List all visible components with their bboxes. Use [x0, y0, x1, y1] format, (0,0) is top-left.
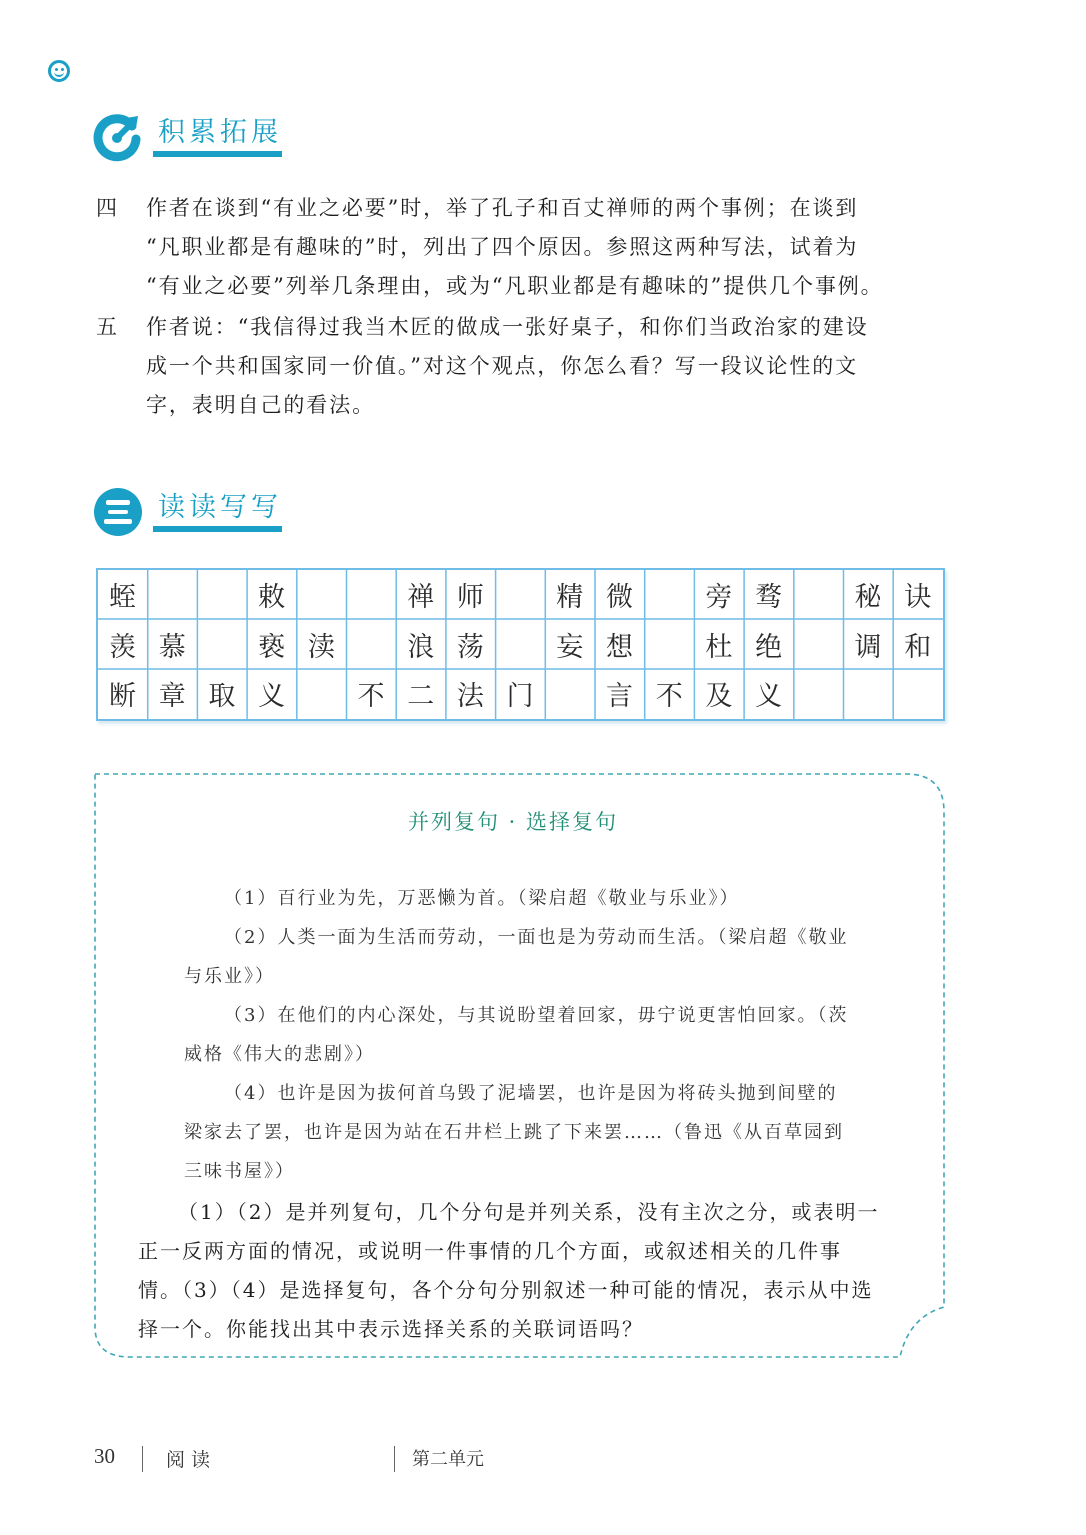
grid-character: 想 [606, 631, 633, 663]
example-line: 与乐业》） [184, 966, 275, 987]
smiley-icon [48, 60, 70, 82]
grid-character: 妄 [556, 631, 584, 663]
grid-character: 秘 [854, 582, 882, 613]
example-line: （2）人类一面为生活而劳动，一面也是为劳动而生活。（梁启超《敬业 [224, 927, 849, 948]
example-line: 三味书屋》） [184, 1161, 295, 1182]
explanation-line: 情。（3）（4）是选择复句，各个分句分别叙述一种可能的情况，表示从中选 [138, 1278, 874, 1302]
word-grid [96, 568, 945, 721]
question-text: “凡职业都是有趣味的”时，列出了四个原因。参照这两种写法，试着为 [146, 235, 859, 259]
grid-character: 禅 [407, 582, 435, 613]
grid-character: 义 [755, 681, 783, 713]
grid-character: 羡 [109, 631, 136, 663]
grid-character: 门 [506, 681, 534, 713]
question-text: “有业之必要”列举几条理由，或为“凡职业都是有趣味的”提供几个事例。 [146, 274, 884, 298]
section-title-accumulate: 积累拓展 [158, 117, 282, 148]
grid-character: 取 [208, 681, 236, 713]
grid-character: 师 [456, 582, 484, 613]
grid-character: 旁 [705, 582, 733, 613]
grid-character: 言 [606, 681, 633, 713]
grid-character: 渎 [307, 631, 335, 663]
section-underline [153, 526, 282, 532]
example-line: 梁家去了罢，也许是因为站在石井栏上跳了下来罢……（鲁迅《从百草园到 [184, 1122, 844, 1143]
footer-divider [394, 1446, 395, 1472]
question-text: 作者说：“我信得过我当木匠的做成一张好桌子，和你们当政治家的建设 [146, 315, 869, 339]
question-number: 四 [96, 196, 117, 220]
grid-character: 精 [556, 582, 584, 613]
page-number: 30 [94, 1444, 115, 1468]
grid-character: 及 [705, 681, 733, 713]
grid-character: 法 [456, 681, 484, 713]
question-number: 五 [96, 315, 117, 339]
grid-character: 亵 [258, 631, 286, 663]
grid-character: 断 [109, 681, 136, 713]
example-line: （1）百行业为先，万恶懒为首。（梁启超《敬业与乐业》） [224, 888, 740, 909]
grid-character: 荡 [456, 631, 484, 663]
tip-title: 并列复句 · 选择复句 [408, 810, 619, 834]
example-line: （4）也许是因为拔何首乌毁了泥墙罢，也许是因为将砖头抛到间壁的 [224, 1083, 838, 1104]
explanation-line: 正一反两方面的情况，或说明一件事情的几个方面，或叙述相关的几件事 [138, 1239, 842, 1263]
accumulate-icon [92, 112, 142, 162]
grid-character: 杜 [705, 631, 733, 663]
grid-character: 章 [158, 681, 186, 713]
explanation-line: （1）（2）是并列复句，几个分句是并列关系，没有主次之分，或表明一 [178, 1200, 880, 1224]
grid-character: 调 [854, 631, 882, 663]
question-text: 字，表明自己的看法。 [146, 393, 375, 417]
grid-character: 骛 [755, 582, 783, 613]
grid-character: 和 [904, 631, 932, 663]
footer-unit: 第二单元 [412, 1449, 484, 1470]
section-underline [153, 151, 282, 157]
grid-character: 义 [258, 681, 286, 713]
grid-character: 不 [655, 681, 683, 713]
footer-divider [142, 1446, 143, 1472]
question-text: 作者在谈到“有业之必要”时，举了孔子和百丈禅师的两个事例；在谈到 [146, 196, 859, 220]
question-text: 成一个共和国家同一价值。”对这个观点，你怎么看？写一段议论性的文 [146, 354, 859, 378]
grid-character: 绝 [755, 631, 783, 663]
read-write-icon [93, 487, 143, 537]
example-line: （3）在他们的内心深处，与其说盼望着回家，毋宁说更害怕回家。（茨 [224, 1005, 849, 1026]
footer-section: 阅 读 [166, 1449, 211, 1471]
grid-character: 敕 [258, 582, 286, 613]
grid-character: 慕 [158, 631, 186, 663]
example-line: 威格《伟大的悲剧》） [184, 1044, 375, 1065]
explanation-line: 择一个。你能找出其中表示选择关系的关联词语吗？ [138, 1317, 644, 1341]
grid-character: 蛭 [109, 582, 136, 613]
grid-character: 不 [357, 681, 385, 713]
grid-character: 微 [606, 582, 633, 613]
grid-character: 二 [407, 681, 435, 713]
grid-character: 诀 [904, 582, 932, 613]
grid-character: 浪 [407, 631, 435, 663]
section-title-read-write: 读读写写 [158, 492, 282, 523]
